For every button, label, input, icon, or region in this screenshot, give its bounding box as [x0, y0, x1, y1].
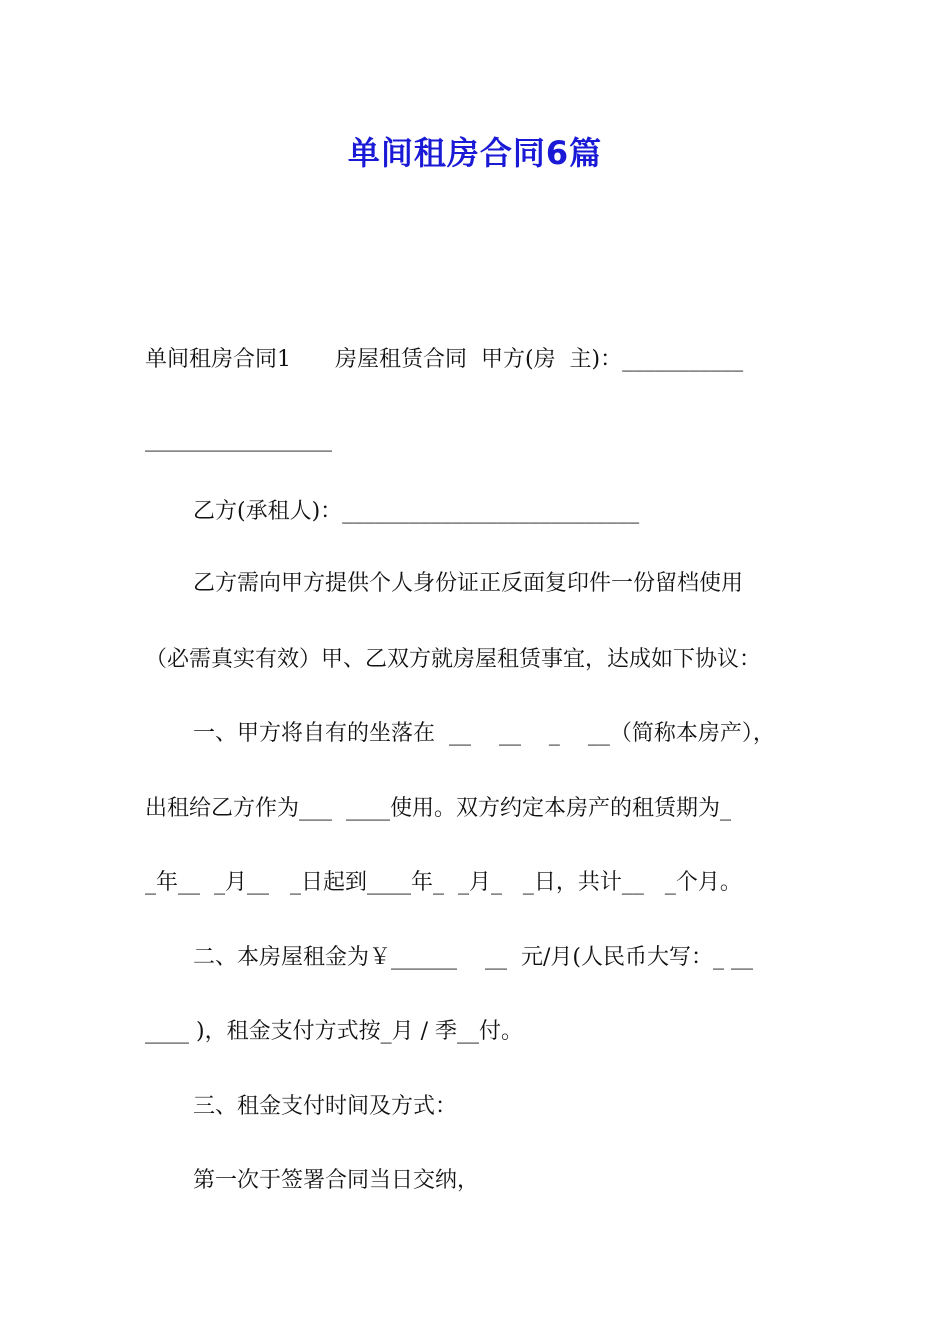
- clause-1-line: 一、甲方将自有的坐落在 __ __ _ __（简称本房产），: [193, 721, 775, 746]
- paragraph-line: 出租给乙方作为___ ____使用。双方约定本房产的租赁期为_: [145, 796, 731, 821]
- paragraph-line: _年__ _月__ _日起到____年_ _月_ _日，共计__ _个月。: [145, 870, 742, 895]
- paragraph-line: 第一次于签署合同当日交纳，: [193, 1168, 480, 1193]
- clause-3-line: 三、租金支付时间及方式：: [193, 1094, 458, 1119]
- contract-party-a-line: 单间租房合同1 房屋租赁合同 甲方(房 主)：___________: [145, 347, 744, 372]
- page-title: 单间租房合同6篇: [347, 134, 603, 172]
- blank-fill-line: _________________: [145, 427, 332, 452]
- paragraph-line: ____ )，租金支付方式按_月 / 季__付。: [145, 1019, 523, 1044]
- paragraph-line: （必需真实有效）甲、乙双方就房屋租赁事宜，达成如下协议：: [145, 647, 762, 672]
- clause-2-line: 二、本房屋租金为￥______ __ 元/月(人民币大写：_ __: [193, 945, 753, 970]
- party-b-line: 乙方(承租人)：___________________________: [193, 499, 640, 524]
- paragraph-line: 乙方需向甲方提供个人身份证正反面复印件一份留档使用: [193, 571, 744, 596]
